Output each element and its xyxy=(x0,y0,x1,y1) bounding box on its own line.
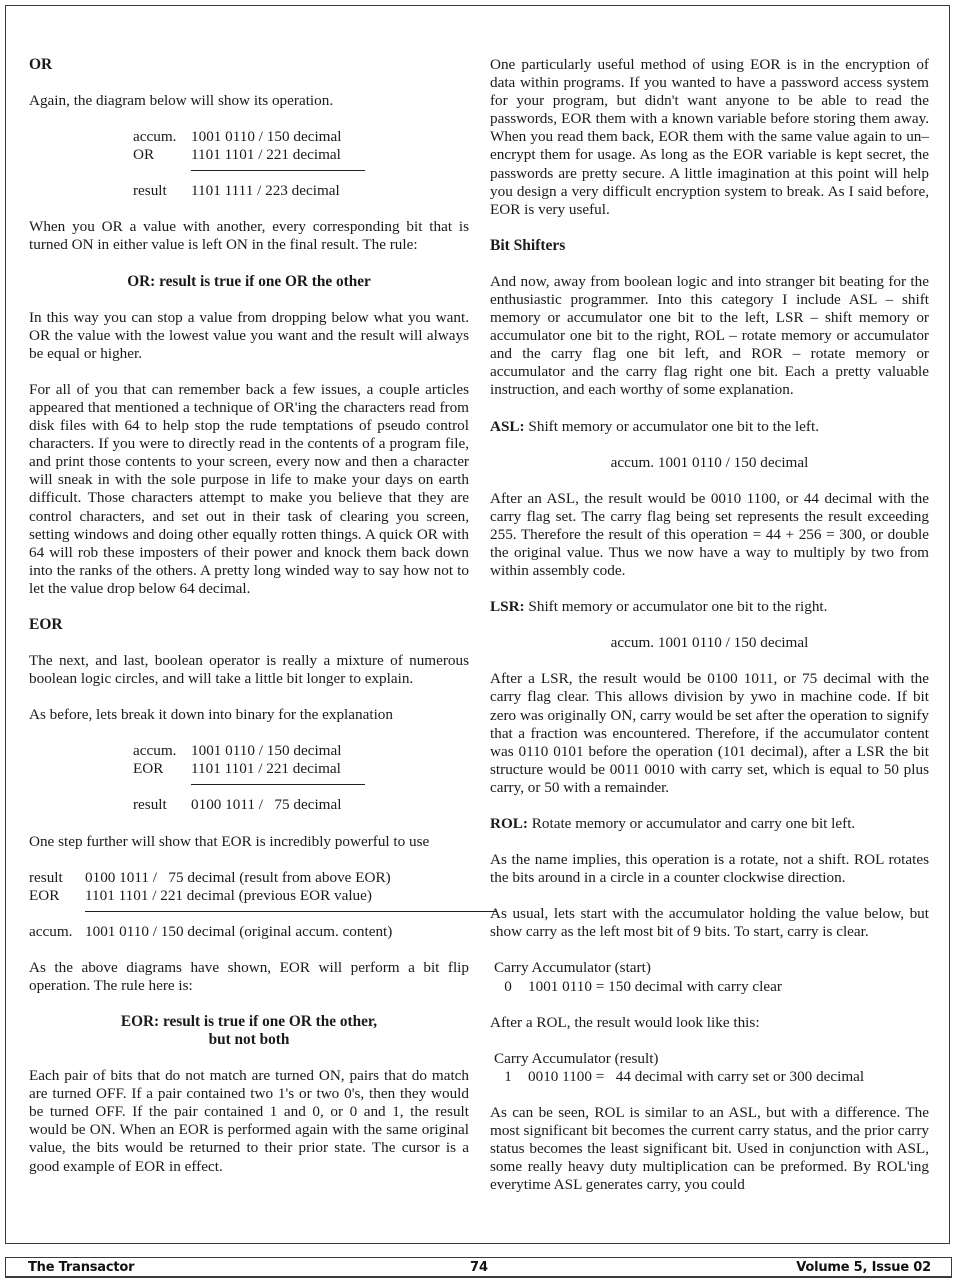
rol-result-table xyxy=(494,1050,929,1086)
page-number: 74 xyxy=(470,1260,489,1275)
diagram-divider xyxy=(85,911,497,912)
paragraph: Each pair of bits that do not match are turned ON, pairs that do match are turned OFF. If a pair contained two 1's or two 0's, then they would be turned OFF. If the pair contained 1 and 0, or 0 and 1, the result would be ON. When an EOR is performed again with the same original value, the bits would be returned to their prior state. The cursor is a good example of EOR in effect. xyxy=(29,1067,469,1175)
paragraph: As usual, lets start with the accumulator holding the value below, but show carry as the left most bit of 9 bits. To start, carry is clear. xyxy=(490,905,929,941)
diagram-value: 1101 1101 / 221 decimal xyxy=(191,760,341,778)
paragraph: Again, the diagram below will show its operation. xyxy=(29,92,334,109)
carry-header: Carry Accumulator (result) xyxy=(494,1049,659,1067)
carry-value: 1001 0110 = 150 decimal with carry clear xyxy=(528,977,782,995)
diagram-value: 1001 0110 / 150 decimal (original accum. content) xyxy=(85,922,393,940)
carry-bit: 0 xyxy=(504,977,512,995)
diagram-divider xyxy=(191,784,365,785)
section-heading-eor: EOR xyxy=(29,615,63,633)
paragraph: When you OR a value with another, every corresponding bit that is turned ON in either value is left ON in the final result. The rule: xyxy=(29,218,469,254)
page-footer xyxy=(5,1257,952,1278)
paragraph: And now, away from boolean logic and into stranger bit beating for the enthusiastic programmer. Into this category I include ASL – shift memory or accumulator one bit to the left, LSR – shift memory or accumulator one bit to the right, ROL – rotate memory or accumulator and the carry flag one bit left, and ROR – rotate memory or accumulator and the carry flag right one bit. Each a pretty valuable instruction, and each worthy of some explanation. xyxy=(490,272,929,399)
diagram-row xyxy=(29,887,469,905)
diagram-value: 0100 1011 / 75 decimal xyxy=(191,796,342,814)
diagram-label: accum. xyxy=(29,922,73,940)
carry-value: 0010 1100 = 44 decimal with carry set or 300 decimal xyxy=(528,1067,865,1085)
paragraph: As before, lets break it down into binary for the explanation xyxy=(29,706,393,724)
paragraph: One particularly useful method of using EOR is in the encryption of data within programs. If you wanted to have a password access system for your program, but didn't want anyone to be able to read the passwords, EOR them with a known variable before storing them away. When you read them back, EOR them with the same value again to un–encrypt them for usage. As long as the EOR variable is kept secret, the passwords are pretty secure. A little imagination at this point will help you design a very difficult encryption system to break. As I said before, EOR is very useful. xyxy=(490,56,929,218)
paragraph: After an ASL, the result would be 0010 1100, or 44 decimal with the carry flag set. The carry flag being set represents the result exceeding 255. Therefore the result of this operation = 44 + 256 = 300, or double the original value. Thus we now have a way to multiply by two from within assembly code. xyxy=(490,489,929,580)
lsr-description: Shift memory or accumulator one bit to the right. xyxy=(524,598,828,616)
carry-bit: 1 xyxy=(504,1067,512,1085)
lsr-example: accum. 1001 0110 / 150 decimal xyxy=(610,634,809,652)
diagram-label: result xyxy=(133,796,167,814)
section-heading-bit-shifters: Bit Shifters xyxy=(490,236,566,254)
diagram-label: OR xyxy=(133,146,155,164)
paragraph: The next, and last, boolean operator is really a mixture of numerous boolean logic circles, and will take a little bit longer to explain. xyxy=(29,651,469,688)
diagram-label: EOR xyxy=(29,886,60,904)
diagram-row xyxy=(133,146,469,164)
paragraph: As the above diagrams have shown, EOR will perform a bit flip operation. The rule here is: xyxy=(29,958,469,994)
eor-rule xyxy=(29,1013,469,1049)
carry-header: Carry Accumulator (start) xyxy=(494,959,651,977)
paragraph: One step further will show that EOR is incredibly powerful to use xyxy=(29,832,430,850)
diagram-result-row xyxy=(133,796,469,814)
asl-example: accum. 1001 0110 / 150 decimal xyxy=(610,453,809,471)
diagram-value: 1101 1101 / 221 decimal xyxy=(191,146,341,164)
carry-row xyxy=(494,1068,929,1086)
paragraph: After a LSR, the result would be 0100 1011, or 75 decimal with the carry flag clear. This allows division by ywo in machine code. If bit zero was originally ON, carry would be set after the operation to signify that a fraction was encountered. Therefore, if the accumulator content was 0110 0101 before the operation (101 decimal), after a LSR the bit structure would be 0011 0010 with carry set, which is equal to 50 plus carry, or 50 with a remainder. xyxy=(490,670,929,796)
diagram-value: 1101 1111 / 223 decimal xyxy=(191,182,340,200)
eor-reverse-diagram xyxy=(29,869,469,941)
diagram-divider xyxy=(191,170,365,171)
paragraph: As the name implies, this operation is a rotate, not a shift. ROL rotates the bits around in a circle in a counter clockwise direction. xyxy=(490,851,929,887)
diagram-row xyxy=(133,128,469,146)
diagram-row xyxy=(133,760,469,778)
paragraph: After a ROL, the result would look like this: xyxy=(490,1013,760,1031)
or-diagram xyxy=(29,128,469,200)
diagram-label: accum. xyxy=(133,128,177,146)
asl-definition xyxy=(490,418,929,436)
diagram-label: result xyxy=(133,182,167,200)
rol-label: ROL: xyxy=(490,815,528,832)
asl-label: ASL: xyxy=(490,417,525,435)
carry-row xyxy=(494,978,929,996)
rol-description: Rotate memory or accumulator and carry one bit left. xyxy=(527,815,856,832)
lsr-definition xyxy=(490,598,929,616)
eor-diagram xyxy=(29,742,469,814)
diagram-label: EOR xyxy=(133,760,164,778)
diagram-value: 1001 0110 / 150 decimal xyxy=(191,742,342,760)
issue-label: Volume 5, Issue 02 xyxy=(796,1260,931,1275)
eor-rule-line: but not both xyxy=(208,1031,290,1049)
diagram-value: 0100 1011 / 75 decimal (result from above EOR) xyxy=(85,868,391,886)
or-rule: OR: result is true if one OR the other xyxy=(127,272,371,290)
diagram-result-row xyxy=(133,182,469,200)
magazine-name: The Transactor xyxy=(28,1260,135,1275)
diagram-row xyxy=(133,742,469,760)
diagram-row xyxy=(29,869,469,887)
paragraph: In this way you can stop a value from dropping below what you want. OR the value with the lowest value you want and the result will always be equal or higher. xyxy=(29,308,469,362)
left-column xyxy=(29,56,469,1194)
eor-rule-line: EOR: result is true if one OR the other, xyxy=(120,1013,378,1031)
diagram-result-row xyxy=(29,923,469,941)
right-column xyxy=(490,56,929,1212)
paragraph: For all of you that can remember back a few issues, a couple articles appeared that mentioned a technique of OR'ing the characters read from disk files with 64 to help stop the rude temptations of pseudo control characters. If you were to directly read in the contents of a program file, and print those contents to your screen, every now and then a character will sneak in with the sole purpose in life to make your days on earth difficult. Those characters attempt to make you believe that they are control characters, and set out in their task of clearing you screen, setting windows and doing other equally rotten things. A quick OR with 64 will rob these imposters of their power and knock them back down into the ranks of the others. A pretty long winded way to say how not to let the value drop below 64 decimal. xyxy=(29,380,469,597)
rol-start-table xyxy=(494,959,929,995)
rol-definition xyxy=(490,815,929,833)
diagram-label: accum. xyxy=(133,742,177,760)
lsr-label: LSR: xyxy=(490,598,525,616)
asl-description: Shift memory or accumulator one bit to the left. xyxy=(524,417,820,435)
paragraph: As can be seen, ROL is similar to an ASL, but with a difference. The most significant bit becomes the current carry status, and the prior carry status becomes the least significant bit. Used in conjunction with ASL, some really heavy duty multiplication can be preformed. By ROL'ing everytime ASL generates carry, you could xyxy=(490,1103,929,1194)
diagram-value: 1001 0110 / 150 decimal xyxy=(191,128,342,146)
section-heading-or: OR xyxy=(29,56,53,73)
diagram-label: result xyxy=(29,868,63,886)
diagram-value: 1101 1101 / 221 decimal (previous EOR value) xyxy=(85,886,372,904)
